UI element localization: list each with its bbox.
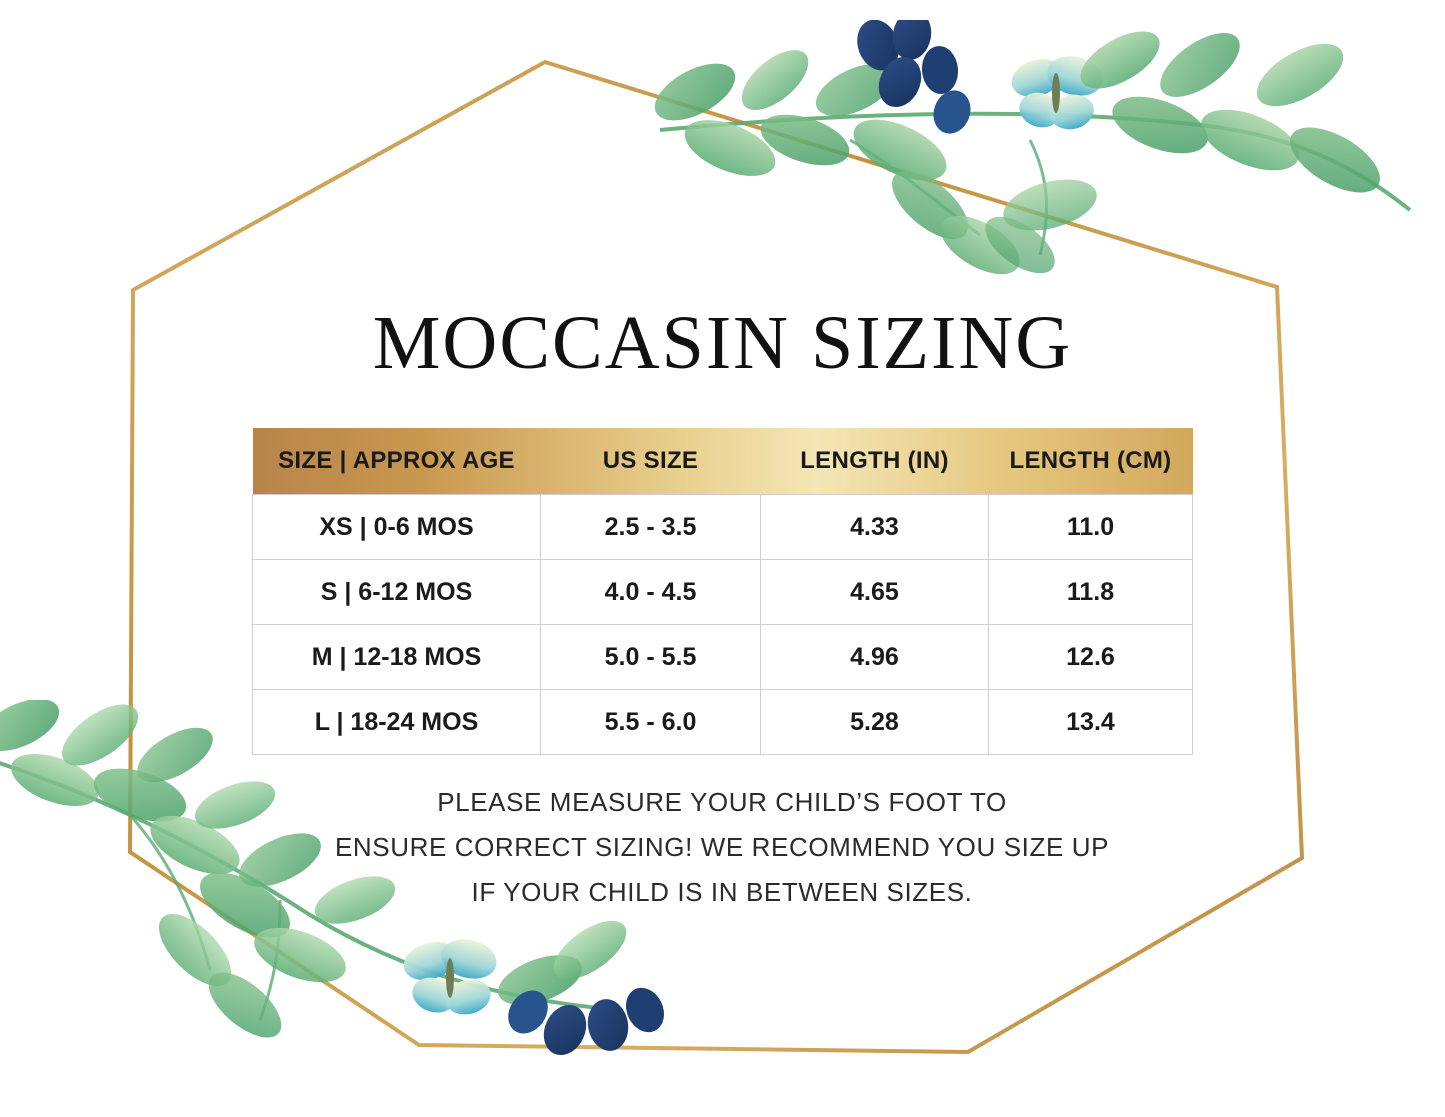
cell-size-age: S | 6-12 MOS <box>253 560 541 625</box>
page-title: MOCCASIN SIZING <box>372 301 1073 385</box>
column-header-length-in: LENGTH (IN) <box>800 447 949 474</box>
table-row <box>253 495 1193 560</box>
sizing-note <box>302 780 1142 915</box>
cell-us-size: 2.5 - 3.5 <box>541 495 761 560</box>
cell-length-cm: 12.6 <box>989 625 1193 690</box>
cell-length-cm: 13.4 <box>989 690 1193 755</box>
column-header-us-size: US SIZE <box>602 447 699 474</box>
column-header-size-age: SIZE | APPROX AGE <box>278 447 515 474</box>
cell-length-in: 4.96 <box>761 625 989 690</box>
cell-length-in: 5.28 <box>761 690 989 755</box>
moccasin-sizing-table <box>252 428 1193 755</box>
cell-us-size: 5.0 - 5.5 <box>541 625 761 690</box>
sizing-note-line-1: PLEASE MEASURE YOUR CHILD’S FOOT TO <box>437 787 1007 817</box>
cell-us-size: 4.0 - 4.5 <box>541 560 761 625</box>
cell-length-in: 4.33 <box>761 495 989 560</box>
sizing-note-line-3: IF YOUR CHILD IS IN BETWEEN SIZES. <box>471 877 973 907</box>
sizing-note-line-2: ENSURE CORRECT SIZING! WE RECOMMEND YOU SIZE UP <box>334 832 1110 862</box>
table-header-row <box>253 428 1193 495</box>
table-row <box>253 560 1193 625</box>
cell-us-size: 5.5 - 6.0 <box>541 690 761 755</box>
table-row <box>253 690 1193 755</box>
cell-size-age: M | 12-18 MOS <box>253 625 541 690</box>
cell-length-cm: 11.0 <box>989 495 1193 560</box>
cell-length-cm: 11.8 <box>989 560 1193 625</box>
cell-size-age: XS | 0-6 MOS <box>253 495 541 560</box>
cell-length-in: 4.65 <box>761 560 989 625</box>
table-row <box>253 625 1193 690</box>
cell-size-age: L | 18-24 MOS <box>253 690 541 755</box>
column-header-length-cm: LENGTH (CM) <box>1009 447 1172 474</box>
